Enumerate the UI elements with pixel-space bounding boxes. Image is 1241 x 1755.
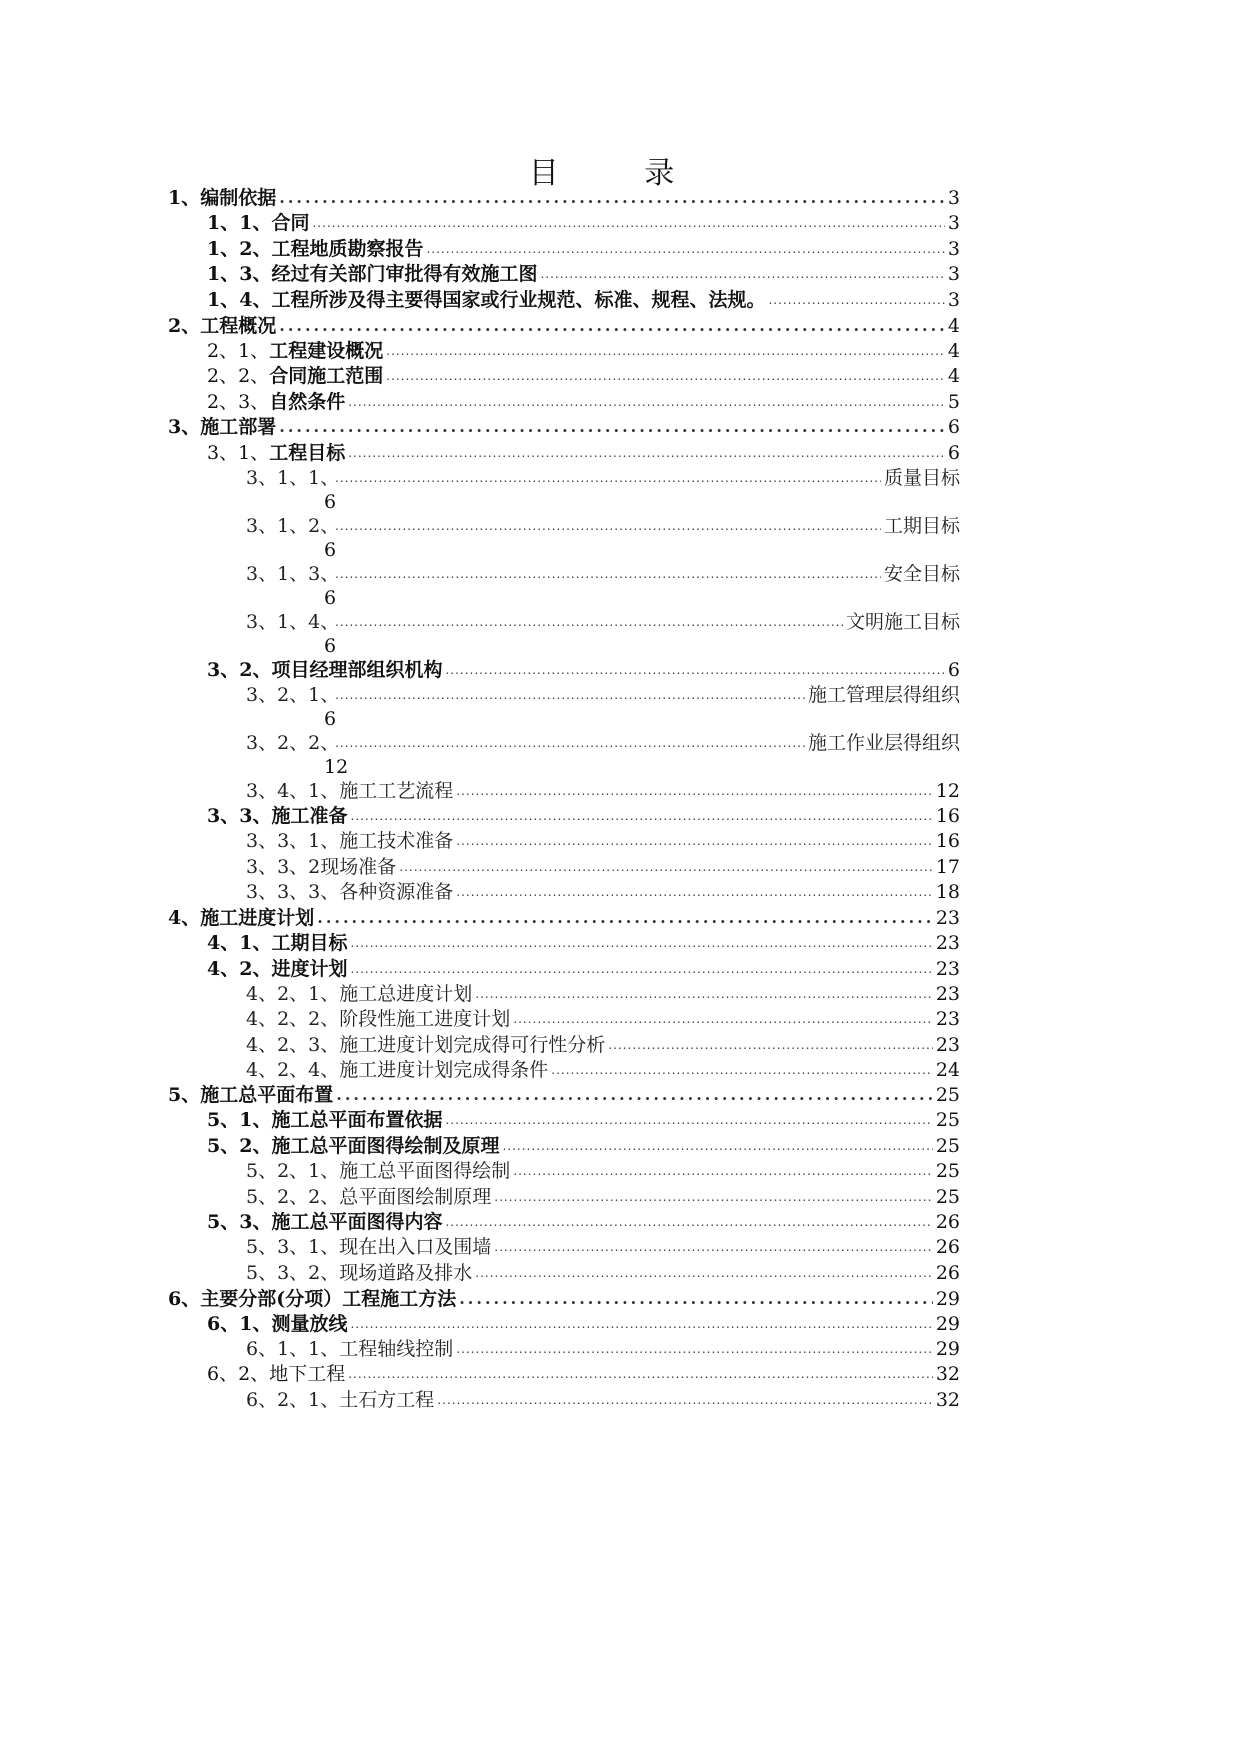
toc-entry-title: 经过有关部门审批得有效施工图 (271, 263, 538, 285)
toc-entry-title: 合同 (271, 212, 310, 234)
toc-entry-number: 3、2、1、 (246, 684, 340, 706)
toc-entry-title: 工程目标 (269, 442, 346, 464)
toc-leader (494, 1183, 933, 1211)
toc-entry-page: 6 (324, 539, 337, 561)
toc-entry-page: 12 (324, 756, 349, 778)
toc-entry[interactable] (207, 1360, 960, 1388)
toc-entry-page: 6 (947, 416, 960, 438)
toc-entry-page: 18 (935, 881, 960, 903)
toc-entry-title: 施工作业层得组织 (807, 732, 960, 754)
toc-entry-title: 施工总平面图得内容 (271, 1211, 443, 1233)
toc-entry-page: 23 (935, 983, 960, 1005)
toc-leader (540, 260, 944, 288)
toc-entry-number: 1、4、 (207, 289, 272, 311)
toc-entry-page: 3 (947, 289, 960, 311)
toc-leader (386, 362, 945, 390)
toc-entry-title: 工程地质勘察报告 (271, 238, 424, 260)
toc-leader (335, 681, 805, 709)
toc-entry-number: 2、 (168, 315, 201, 337)
toc-entry-title: 施工部署 (200, 416, 277, 438)
toc-entry[interactable] (246, 777, 960, 805)
toc-entry[interactable] (168, 904, 960, 932)
toc-entry-number: 3、3、 (207, 805, 272, 827)
toc-entry-number: 5、2、 (207, 1135, 272, 1157)
toc-entry-page: 26 (935, 1262, 960, 1284)
toc-entry-number: 4、2、 (207, 958, 272, 980)
toc-entry-number: 3、3、3、 (246, 881, 340, 903)
toc-entry-number: 5、3、1、 (246, 1236, 340, 1258)
toc-leader (279, 413, 945, 441)
toc-leader (335, 729, 805, 757)
toc-entry-number: 6、1、 (207, 1313, 272, 1335)
toc-entry-title: 地下工程 (269, 1363, 346, 1385)
toc-entry-title: 工程所涉及得主要得国家或行业规范、标准、规程、法规。 (271, 289, 766, 311)
toc-entry-title: 现场准备 (320, 856, 397, 878)
toc-entry[interactable] (207, 337, 960, 365)
toc-entry-title: 施工工艺流程 (339, 780, 454, 802)
toc-leader (475, 1259, 933, 1287)
toc-entry-number: 5、2、1、 (246, 1160, 340, 1182)
toc-leader (513, 1005, 933, 1033)
toc-entry-title: 施工进度计划完成得条件 (339, 1059, 549, 1081)
toc-entry-title: 进度计划 (271, 958, 348, 980)
toc-entry-title: 总平面图绘制原理 (339, 1186, 492, 1208)
toc-entry-title: 阶段性施工进度计划 (339, 1008, 511, 1030)
toc-entry-page: 17 (935, 856, 960, 878)
toc-entry[interactable] (207, 1310, 960, 1338)
toc-leader (456, 878, 933, 906)
toc-leader (317, 904, 933, 932)
toc-entry-title: 各种资源准备 (339, 881, 454, 903)
toc-entry-number: 1、1、 (207, 212, 272, 234)
toc-entry-number: 5、3、 (207, 1211, 272, 1233)
toc-entry-number: 6、1、1、 (246, 1338, 340, 1360)
toc-leader (551, 1056, 933, 1084)
toc-entry-number: 4、2、4、 (246, 1059, 340, 1081)
toc-leader (348, 388, 945, 416)
toc-leader (494, 1233, 933, 1261)
toc-leader (608, 1031, 933, 1059)
toc-entry[interactable] (207, 802, 960, 830)
toc-entry-number: 2、2、 (207, 365, 270, 387)
toc-entry[interactable] (246, 1056, 960, 1084)
toc-entry-number: 1、2、 (207, 238, 272, 260)
toc-entry-page: 3 (947, 263, 960, 285)
toc-entry[interactable] (207, 209, 960, 237)
toc-entry-page: 4 (947, 365, 960, 387)
toc-entry-page: 29 (935, 1288, 960, 1310)
toc-entry-page: 6 (324, 635, 337, 657)
toc-entry-page: 3 (947, 212, 960, 234)
toc-entry[interactable] (207, 260, 960, 288)
toc-entry-title: 工期目标 (271, 932, 348, 954)
toc-leader (399, 853, 933, 881)
toc-entry[interactable] (207, 929, 960, 957)
toc-entry-page: 29 (935, 1313, 960, 1335)
toc-entry[interactable] (246, 827, 960, 855)
toc-entry[interactable] (207, 955, 960, 983)
toc-entry[interactable] (207, 656, 960, 684)
toc-entry-page: 6 (324, 587, 337, 609)
toc-leader (437, 1386, 933, 1414)
toc-entry[interactable] (246, 1233, 960, 1261)
toc-entry-number: 4、2、3、 (246, 1034, 340, 1056)
toc-entry-number: 5、2、2、 (246, 1186, 340, 1208)
toc-entry-title: 施工准备 (271, 805, 348, 827)
toc-entry-title: 施工总平面图得绘制及原理 (271, 1135, 500, 1157)
toc-entry[interactable] (207, 235, 960, 263)
toc-entry-number: 3、1、3、 (246, 563, 340, 585)
toc-entry[interactable] (246, 729, 960, 757)
toc-leader (386, 337, 945, 365)
toc-entry-page: 6 (947, 442, 960, 464)
toc-leader (350, 802, 932, 830)
toc-entry-number: 4、2、1、 (246, 983, 340, 1005)
toc-leader (348, 1360, 933, 1388)
toc-entry-page: 5 (947, 391, 960, 413)
toc-entry-page: 25 (935, 1186, 960, 1208)
toc-entry-number: 3、1、1、 (246, 467, 340, 489)
toc-entry[interactable] (207, 439, 960, 467)
toc-leader (279, 312, 945, 340)
toc-leader (456, 827, 933, 855)
toc-entry-number: 3、1、4、 (246, 611, 340, 633)
toc-entry-number: 1、3、 (207, 263, 272, 285)
toc-entry[interactable] (246, 1031, 960, 1059)
toc-entry-page: 24 (935, 1059, 960, 1081)
toc-entry[interactable] (168, 413, 960, 441)
page-title: 目 录 (528, 156, 713, 191)
toc-entry-title: 施工总平面布置 (200, 1084, 334, 1106)
toc-entry-page: 32 (935, 1389, 960, 1411)
toc-entry-number: 4、1、 (207, 932, 272, 954)
toc-entry-page: 3 (947, 238, 960, 260)
toc-leader (513, 1157, 933, 1185)
toc-entry-number: 3、1、2、 (246, 515, 340, 537)
toc-entry-page: 12 (935, 780, 960, 802)
toc-entry-title: 施工进度计划完成得可行性分析 (339, 1034, 606, 1056)
toc-entry-number: 4、2、2、 (246, 1008, 340, 1030)
toc-entry[interactable] (207, 1208, 960, 1236)
toc-leader (335, 512, 881, 540)
toc-entry-number: 1、 (168, 187, 201, 209)
toc-leader (335, 608, 843, 636)
toc-entry-page: 4 (947, 315, 960, 337)
toc-leader (350, 955, 932, 983)
toc-entry[interactable] (246, 464, 960, 492)
toc-entry-page: 23 (935, 907, 960, 929)
toc-entry-title: 施工总平面图得绘制 (339, 1160, 511, 1182)
toc-entry-page: 25 (935, 1109, 960, 1131)
toc-entry-title: 测量放线 (271, 1313, 348, 1335)
toc-entry-title: 安全目标 (883, 563, 960, 585)
toc-entry-number: 3、3、2 (246, 856, 321, 878)
toc-entry-title: 工程建设概况 (269, 340, 384, 362)
toc-entry-page: 16 (935, 805, 960, 827)
toc-entry-page: 23 (935, 958, 960, 980)
toc-entry-number: 5、1、 (207, 1109, 272, 1131)
toc-entry[interactable] (207, 362, 960, 390)
toc-entry-page: 6 (947, 659, 960, 681)
toc-entry[interactable] (207, 286, 960, 314)
toc-entry-number: 3、4、1、 (246, 780, 340, 802)
toc-entry-title: 文明施工目标 (845, 611, 960, 633)
toc-entry[interactable] (246, 1005, 960, 1033)
toc-leader (336, 1081, 933, 1109)
toc-leader (350, 1310, 932, 1338)
toc-entry-page: 16 (935, 830, 960, 852)
toc-entry-number: 6、 (168, 1288, 201, 1310)
toc-entry[interactable] (168, 1081, 960, 1109)
toc-entry[interactable] (246, 1335, 960, 1363)
toc-entry-page: 23 (935, 1034, 960, 1056)
toc-entry[interactable] (207, 388, 960, 416)
toc-entry-number: 3、2、2、 (246, 732, 340, 754)
toc-entry-number: 4、 (168, 907, 201, 929)
toc-leader (426, 235, 944, 263)
toc-entry[interactable] (246, 980, 960, 1008)
toc-entry-page: 25 (935, 1160, 960, 1182)
toc-entry-title: 现场道路及排水 (339, 1262, 473, 1284)
toc-entry[interactable] (246, 1183, 960, 1211)
toc-entry-number: 3、 (168, 416, 201, 438)
toc-entry[interactable] (207, 1106, 960, 1134)
toc-entry-page: 4 (947, 340, 960, 362)
toc-entry-page: 6 (324, 708, 337, 730)
toc-entry-title: 主要分部(分项）工程施工方法 (200, 1288, 457, 1310)
toc-entry-number: 3、3、1、 (246, 830, 340, 852)
toc-entry-number: 2、3、 (207, 391, 270, 413)
toc-leader (445, 656, 944, 684)
toc-entry-page: 3 (947, 187, 960, 209)
toc-leader (350, 929, 932, 957)
toc-entry[interactable] (246, 560, 960, 588)
toc-leader (335, 464, 881, 492)
toc-entry-title: 施工技术准备 (339, 830, 454, 852)
toc-leader (459, 1285, 933, 1313)
toc-entry[interactable] (246, 1386, 960, 1414)
toc-entry-page: 6 (324, 491, 337, 513)
toc-leader (502, 1132, 932, 1160)
toc-leader (335, 560, 881, 588)
toc-entry-title: 施工总进度计划 (339, 983, 473, 1005)
toc-leader (445, 1106, 932, 1134)
toc-entry[interactable] (168, 312, 960, 340)
toc-entry-title: 工程概况 (200, 315, 277, 337)
toc-leader (456, 1335, 933, 1363)
toc-leader (445, 1208, 932, 1236)
toc-entry[interactable] (168, 1285, 960, 1313)
toc-entry-page: 26 (935, 1211, 960, 1233)
toc-entry-number: 5、 (168, 1084, 201, 1106)
toc-entry[interactable] (246, 1157, 960, 1185)
toc-entry-title: 施工进度计划 (200, 907, 315, 929)
toc-entry-page: 25 (935, 1135, 960, 1157)
toc-entry-number: 6、2、 (207, 1363, 270, 1385)
toc-leader (279, 184, 945, 212)
toc-entry-title: 项目经理部组织机构 (271, 659, 443, 681)
toc-entry-title: 自然条件 (269, 391, 346, 413)
toc-entry-number: 5、3、2、 (246, 1262, 340, 1284)
toc-leader (312, 209, 944, 237)
toc-entry-title: 工期目标 (883, 515, 960, 537)
toc-entry[interactable] (246, 608, 960, 636)
toc-entry-page: 23 (935, 932, 960, 954)
toc-entry[interactable] (207, 1132, 960, 1160)
toc-entry-title: 现在出入口及围墙 (339, 1236, 492, 1258)
toc-leader (768, 286, 944, 314)
toc-entry-number: 3、1、 (207, 442, 270, 464)
toc-entry-number: 3、2、 (207, 659, 272, 681)
toc-entry-page: 32 (935, 1363, 960, 1385)
toc-entry-title: 土石方工程 (339, 1389, 435, 1411)
toc-entry-title: 质量目标 (883, 467, 960, 489)
toc-entry[interactable] (246, 853, 960, 881)
toc-entry-title: 编制依据 (200, 187, 277, 209)
toc-entry-page: 29 (935, 1338, 960, 1360)
toc-leader (348, 439, 945, 467)
toc-leader (475, 980, 933, 1008)
toc-entry[interactable] (246, 1259, 960, 1287)
toc-entry-title: 合同施工范围 (269, 365, 384, 387)
toc-entry-page: 26 (935, 1236, 960, 1258)
toc-entry-title: 工程轴线控制 (339, 1338, 454, 1360)
toc-leader (456, 777, 933, 805)
toc-entry-title: 施工总平面布置依据 (271, 1109, 443, 1131)
toc-entry[interactable] (246, 878, 960, 906)
toc-entry[interactable] (168, 184, 960, 212)
toc-entry[interactable] (246, 512, 960, 540)
toc-entry-page: 25 (935, 1084, 960, 1106)
toc-entry-number: 2、1、 (207, 340, 270, 362)
toc-entry-page: 23 (935, 1008, 960, 1030)
toc-entry-title: 施工管理层得组织 (807, 684, 960, 706)
toc-entry[interactable] (246, 681, 960, 709)
toc-entry-number: 6、2、1、 (246, 1389, 340, 1411)
